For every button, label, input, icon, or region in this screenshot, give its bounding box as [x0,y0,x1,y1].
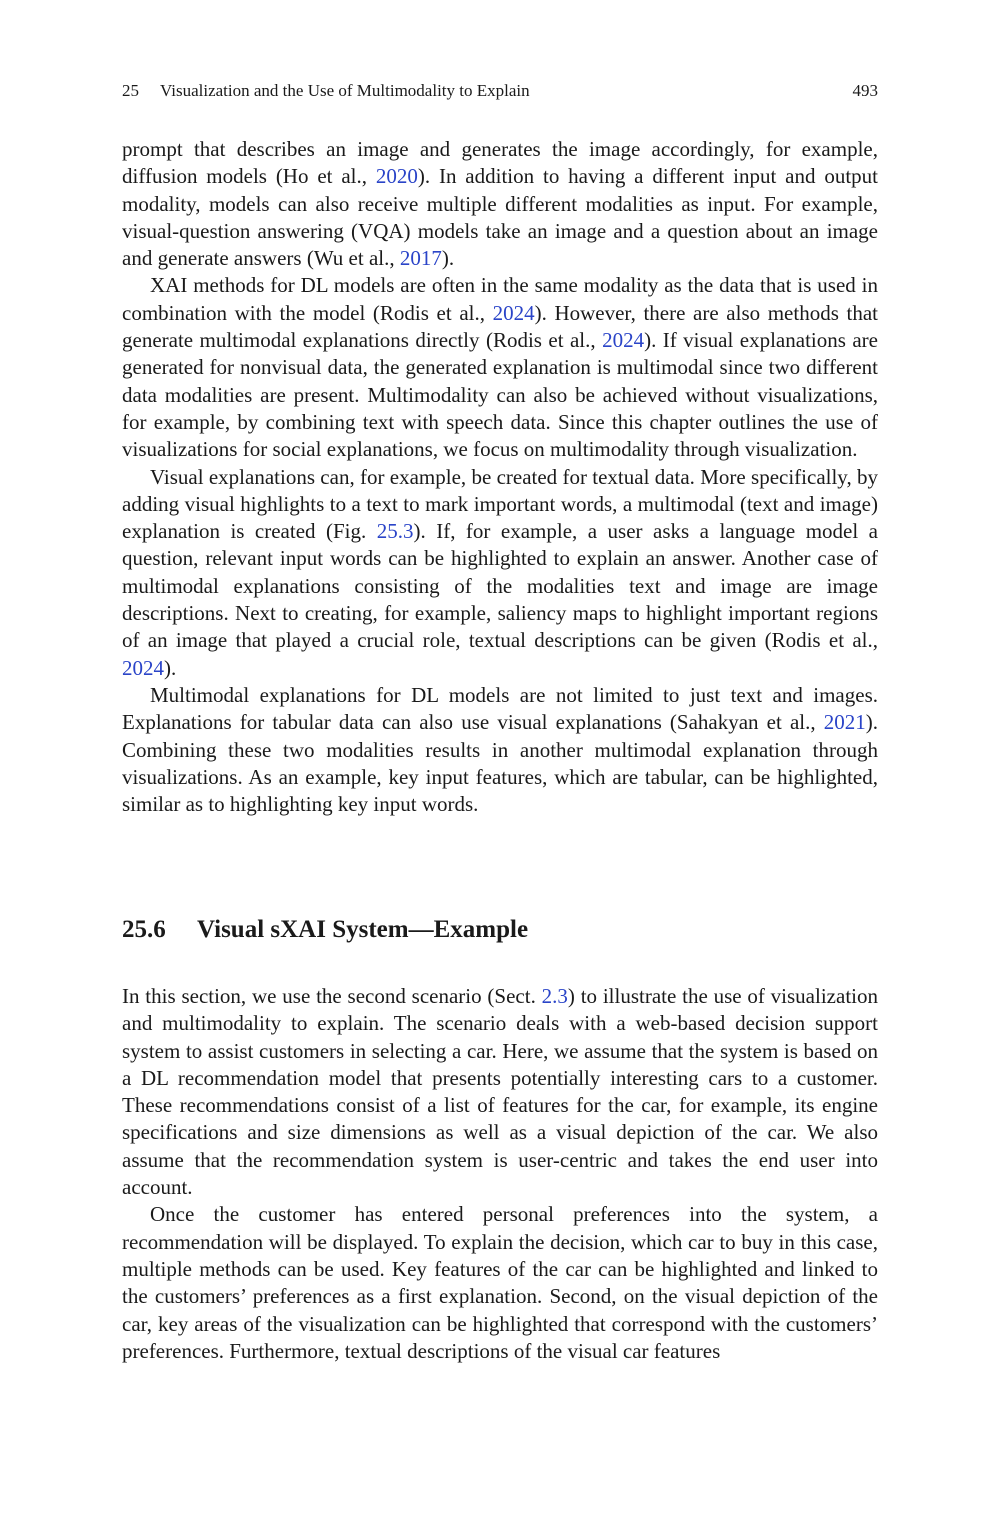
text-run: Visual explanations can, for example, be created for textual data. More specifically, by adding visual highlights to a text to mark important words, a multimodal (text and image) explanation is created (Fig. [122,464,878,544]
text-run: ). [164,655,177,680]
running-head [122,80,878,102]
citation-link[interactable]: 2024 [122,655,164,680]
paragraph-6 [122,1201,878,1365]
text-run: In this section, we use the second scenario (Sect. [122,984,542,1008]
section-heading [122,914,878,946]
paragraph-3 [122,464,878,682]
text-run: ). If, for example, a user asks a language model a question, relevant input words can be highlighted to explain an answer. Another case of multimodal explanations consisting of the modalities text and image are image descriptions. Next to creating, for example, saliency maps to highlight important regions of an image that played a crucial role, textual descriptions can be given (Rodis et al., [122,519,879,653]
body-text-bottom [122,983,878,1365]
paragraph-1 [122,136,878,272]
citation-link[interactable]: 2017 [399,246,442,271]
text-run: XAI methods for DL models are often in the same modality as the data that is used in combination with the model (Rodis et al., [122,273,878,325]
text-run: ). Combining these two modalities results in another multimodal explanation through visualizations. As an example, key input features, which are tabular, can be highlighted, similar as to highlighting key input words. [122,710,878,817]
citation-link[interactable]: 2020 [375,164,418,189]
paragraph-2 [122,272,878,463]
section-link[interactable]: 2.3 [541,984,568,1008]
section-number: 25.6 [122,916,166,943]
chapter-number: 25 [122,81,139,100]
section-title: Visual sXAI System—Example [197,916,529,943]
text-run: ). If visual explanations are generated for nonvisual data, the generated explanation is multimodal since two different data modalities are present. Multimodality can also be achieved without visualizations, for example, by combining text with speech data. Since this chapter outlines the use of visualizations for social explanations, we focus on multimodality through visualization. [122,328,878,462]
text-run: prompt that describes an image and generates the image accordingly, for example, diffusion models (Ho et al., [122,137,878,189]
text-run: Once the customer has entered personal preferences into the system, a recommendation will be displayed. To explain the decision, which car to buy in this case, multiple methods can be used. Key features of the car can be highlighted and linked to the customers’ preferences as a first explanation. Second, on the visual depiction of the car, key areas of the visualization can be highlighted that correspond with the customers’ preferences. Furthermore, textual descriptions of the visual car features [122,1202,878,1363]
text-run: ). In addition to having a different input and output modality, models can also receive multiple different modalities as input. For example, visual-question answering (VQA) models take an image and a question about an image and generate answers (Wu et al., [122,164,878,271]
citation-link[interactable]: 2024 [492,300,535,325]
citation-link[interactable]: 2024 [602,328,645,353]
paragraph-5 [122,983,878,1201]
citation-link[interactable]: 2021 [823,710,866,735]
text-run: ). [441,246,455,271]
chapter-title: Visualization and the Use of Multimodality to Explain [160,81,530,100]
text-run: Multimodal explanations for DL models are not limited to just text and images. Explanations for tabular data can also use visual explanations (Sahakyan et al., [122,682,878,735]
body-text-top [122,136,878,818]
text-run: ). However, there are also methods that generate multimodal explanations directly (Rodis et al., [122,300,878,353]
text-run: ) to illustrate the use of visualization and multimodality to explain. The scenario deals with a web-based decision support system to assist customers in selecting a car. Here, we assume that the system is based on a DL recommendation model that presents potentially interesting cars to a customer. These recommendations consist of a list of features for the car, for example, its engine specifications and size dimensions as well as a visual depiction of the car. We also assume that the recommendation system is user-centric and takes the end user into account. [122,984,878,1200]
figure-link[interactable]: 25.3 [376,519,414,544]
paragraph-4 [122,682,878,818]
page-number: 493 [852,81,878,100]
